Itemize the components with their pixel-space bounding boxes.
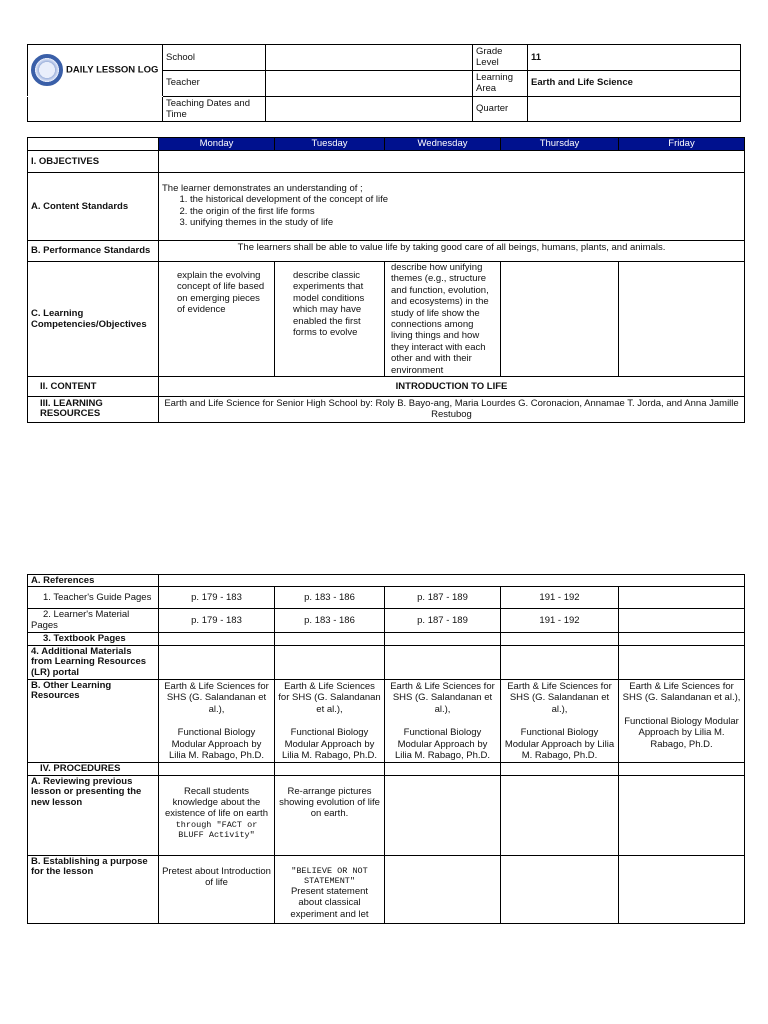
- objectives-heading: I. OBJECTIVES: [28, 151, 159, 173]
- references-heading: A. References: [28, 575, 159, 587]
- proc-a-friday: [619, 775, 745, 855]
- procedures-cell: [619, 763, 745, 775]
- proc-b-monday: Pretest about Introduction of life: [159, 855, 275, 923]
- other-label: B. Other Learning Resources: [28, 679, 159, 762]
- other-a: Earth & Life Sciences for SHS (G. Salandanan et al.),: [507, 680, 612, 715]
- content-value: INTRODUCTION TO LIFE: [159, 376, 745, 396]
- proc-a-monday-text: Recall students knowledge about the existence of life on earth: [165, 785, 268, 820]
- objectives-blank: [159, 151, 745, 173]
- textbook-cell: [385, 633, 501, 645]
- other-b: Functional Biology Modular Approach by Lilia M. Rabago, Ph.D.: [394, 727, 491, 761]
- other-b: Functional Biology Modular Approach by Lilia M. Rabago, Ph.D.: [281, 727, 378, 761]
- additional-cell: [159, 645, 275, 679]
- deped-seal-icon: [31, 54, 63, 86]
- lm-thursday: 191 - 192: [501, 609, 619, 633]
- performance-label: B. Performance Standards: [28, 241, 159, 262]
- tg-tuesday: p. 183 - 186: [275, 587, 385, 609]
- proc-a-thursday: [501, 775, 619, 855]
- tg-label-text: 1. Teacher's Guide Pages: [43, 591, 152, 603]
- lm-monday: p. 179 - 183: [159, 609, 275, 633]
- competency-friday: [619, 262, 745, 377]
- day-wednesday: Wednesday: [385, 138, 501, 151]
- lm-label-text: 2. Learner's Material Pages: [31, 609, 130, 631]
- proc-b-tuesday-title: "BELIEVE OR NOT STATEMENT": [291, 865, 368, 886]
- tg-monday: p. 179 - 183: [159, 587, 275, 609]
- procedures-cell: [501, 763, 619, 775]
- content-list: [162, 194, 741, 228]
- additional-cell: [501, 645, 619, 679]
- other-monday: [159, 679, 275, 762]
- lm-wednesday: p. 187 - 189: [385, 609, 501, 633]
- performance-value: The learners shall be able to value life by taking good care of all beings, humans, plants, and animals.: [159, 241, 745, 262]
- proc-a-tuesday: Re-arrange pictures showing evolution of life on earth.: [275, 775, 385, 855]
- lm-tuesday: p. 183 - 186: [275, 609, 385, 633]
- competency-wednesday: [385, 262, 501, 377]
- proc-b-label: B. Establishing a purpose for the lesson: [28, 855, 159, 923]
- proc-b-thursday: [501, 855, 619, 923]
- quarter-label: Quarter: [473, 96, 528, 122]
- procedures-cell: [275, 763, 385, 775]
- competency-tuesday: [275, 262, 385, 377]
- other-a: Earth & Life Sciences for SHS (G. Salandanan et al.),: [164, 680, 269, 715]
- other-friday: [619, 679, 745, 762]
- school-label: School: [163, 45, 266, 71]
- quarter-value[interactable]: [528, 96, 741, 122]
- textbook-cell: [275, 633, 385, 645]
- proc-b-tuesday: [275, 855, 385, 923]
- list-item: 3. unifying themes in the study of life: [190, 217, 741, 228]
- other-b: Functional Biology Modular Approach by Lilia M. Rabago, Ph.D.: [624, 715, 739, 750]
- competency-text: describe how unifying themes (e.g., structure and function, evolution, and ecosystems) in the study of life show the connections among living things and how they interact with each other and with their environment: [391, 262, 489, 376]
- proc-b-wednesday: [385, 855, 501, 923]
- competencies-label: C. Learning Competencies/Objectives: [28, 262, 159, 377]
- proc-a-monday: [159, 775, 275, 855]
- other-tuesday: [275, 679, 385, 762]
- content-label: II. CONTENT: [28, 376, 159, 396]
- references-blank: [159, 575, 745, 587]
- lm-label: [28, 609, 159, 633]
- other-a: Earth & Life Sciences for SHS (G. Salandanan et al.),: [622, 680, 741, 704]
- tg-friday: [619, 587, 745, 609]
- content-standards-label: A. Content Standards: [28, 173, 159, 241]
- list-item: 2. the origin of the first life forms: [190, 206, 741, 217]
- other-wednesday: [385, 679, 501, 762]
- competency-text: describe classic experiments that model conditions which may have enabled the first forms to evolve: [293, 270, 365, 338]
- dates-value[interactable]: [266, 96, 473, 122]
- dates-label: Teaching Dates and Time: [163, 96, 266, 122]
- additional-cell: [275, 645, 385, 679]
- area-label: Learning Area: [473, 70, 528, 96]
- blank-cell: [28, 96, 163, 122]
- additional-cell: [385, 645, 501, 679]
- day-monday: Monday: [159, 138, 275, 151]
- references-table: [27, 574, 745, 924]
- content-intro: The learner demonstrates an understanding of ;: [162, 183, 363, 194]
- teacher-value[interactable]: [266, 70, 473, 96]
- lm-friday: [619, 609, 745, 633]
- other-thursday: [501, 679, 619, 762]
- area-value[interactable]: Earth and Life Science: [528, 70, 741, 96]
- textbook-cell: [159, 633, 275, 645]
- other-b: Functional Biology Modular Approach by Lilia M. Rabago, Ph.D.: [504, 727, 615, 761]
- resources-label: III. LEARNING RESOURCES: [28, 396, 159, 422]
- other-b: Functional Biology Modular Approach by Lilia M. Rabago, Ph.D.: [168, 727, 265, 761]
- competency-monday: [159, 262, 275, 377]
- other-a: Earth & Life Sciences for SHS (G. Salandanan et al.),: [390, 680, 495, 715]
- additional-cell: [619, 645, 745, 679]
- teacher-label: Teacher: [163, 70, 266, 96]
- proc-b-friday: [619, 855, 745, 923]
- objectives-table: [27, 137, 745, 423]
- day-thursday: Thursday: [501, 138, 619, 151]
- competency-text: explain the evolving concept of life based on emerging pieces of evidence: [177, 270, 265, 316]
- procedures-cell: [159, 763, 275, 775]
- textbook-cell: [501, 633, 619, 645]
- header-table: [27, 44, 741, 122]
- day-tuesday: Tuesday: [275, 138, 385, 151]
- tg-thursday: 191 - 192: [501, 587, 619, 609]
- school-value[interactable]: [266, 45, 473, 71]
- additional-label: 4. Additional Materials from Learning Resources (LR) portal: [28, 645, 159, 679]
- resources-value: Earth and Life Science for Senior High School by: Roly B. Bayo-ang, Maria Lourdes G. Coronacion, Annamae T. Jorda, and Anna Jamille Restubog: [159, 396, 745, 422]
- list-item: 1. the historical development of the concept of life: [190, 194, 741, 205]
- competency-thursday: [501, 262, 619, 377]
- content-standards-value: [159, 173, 745, 241]
- grade-label: Grade Level: [473, 45, 528, 71]
- textbook-label: 3. Textbook Pages: [28, 633, 159, 645]
- textbook-cell: [619, 633, 745, 645]
- proc-a-label: A. Reviewing previous lesson or presenting the new lesson: [28, 775, 159, 855]
- corner-cell: [28, 138, 159, 151]
- proc-a-monday-activity: through "FACT or BLUFF Activity": [175, 819, 258, 841]
- proc-a-wednesday: [385, 775, 501, 855]
- procedures-cell: [385, 763, 501, 775]
- day-friday: Friday: [619, 138, 745, 151]
- log-title-cell: [28, 45, 163, 97]
- log-title: DAILY LESSON LOG: [66, 64, 159, 76]
- tg-label: [28, 587, 159, 609]
- proc-b-tuesday-text: Present statement about classical experiment and let: [290, 886, 369, 920]
- other-a: Earth & Life Sciences for SHS (G. Salandanan et al.),: [278, 680, 381, 715]
- procedures-heading: IV. PROCEDURES: [28, 763, 159, 775]
- grade-value[interactable]: 11: [528, 45, 741, 71]
- tg-wednesday: p. 187 - 189: [385, 587, 501, 609]
